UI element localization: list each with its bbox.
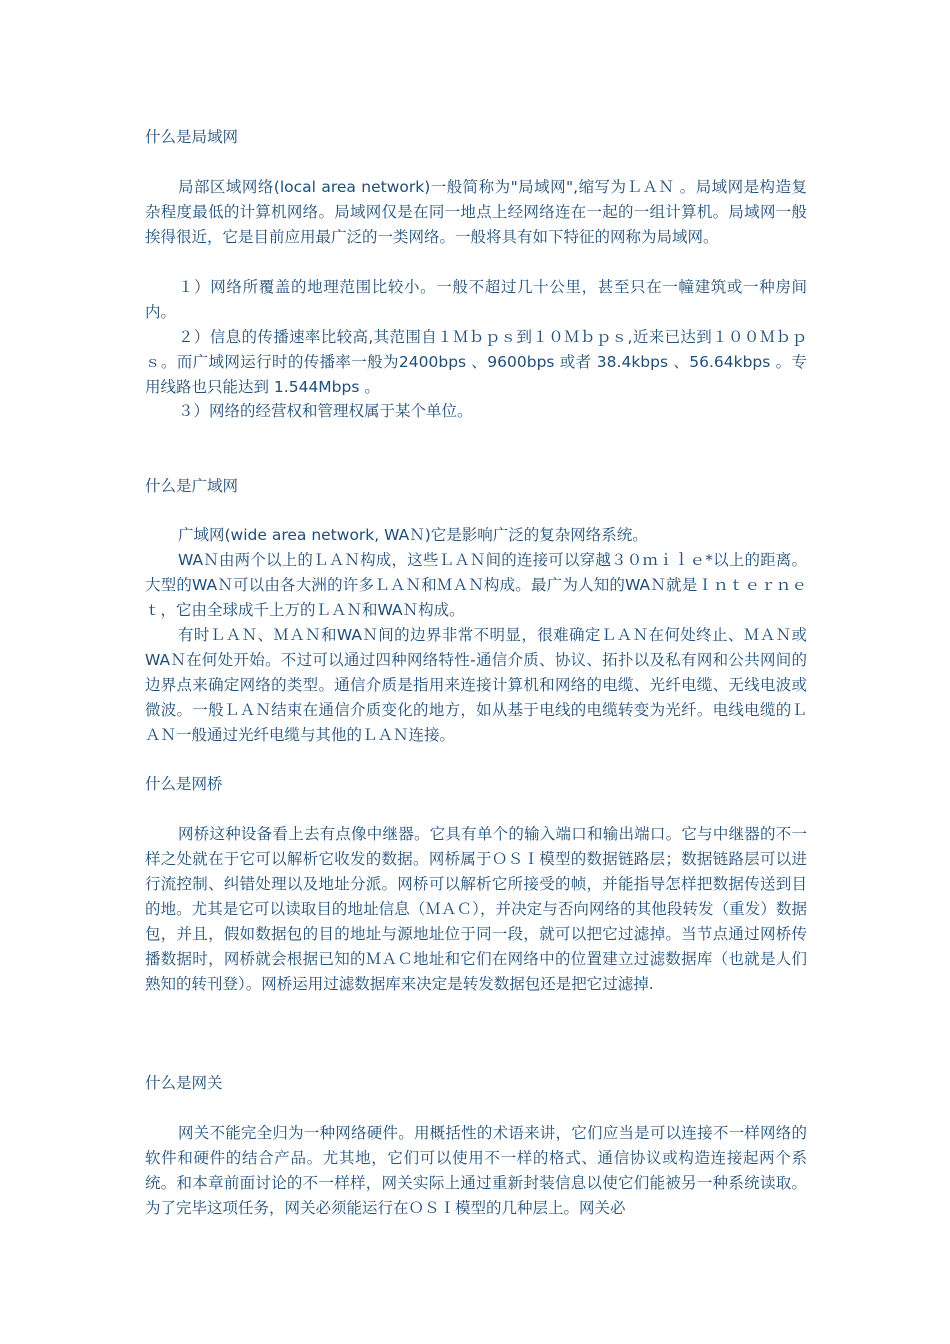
paragraph-lan-feature-2: ２）信息的传播速率比较高,其范围自１Ｍｂｐｓ到１０Ｍｂｐｓ,近来已达到１００Ｍｂｐｓ。而广域网运行时的传播率一般为2400bps 、9600bps 或者 38.4kbps 、56.64kbps 。专用线路也只能达到 1.544Mbps 。 [145, 328, 807, 396]
paragraph-lan-feature-1: １）网络所覆盖的地理范围比较小。一般不超过几十公里，甚至只在一幢建筑或一种房间内。 [145, 278, 807, 321]
paragraph-gateway: 网关不能完全归为一种网络硬件。用概括性的术语来讲，它们应当是可以连接不一样网络的软件和硬件的结合产品。尤其地，它们可以使用不一样的格式、通信协议或构造连接起两个系统。和本章前面讨论的不一样样，网关实际上通过重新封装信息以使它们能被另一种系统读取。为了完毕这项任务，网关必须能运行在ＯＳＩ模型的几种层上。网关必 [145, 1124, 807, 1217]
paragraph-bridge: 网桥这种设备看上去有点像中继器。它具有单个的输入端口和输出端口。它与中继器的不一样之处就在于它可以解析它收发的数据。网桥属于ＯＳＩ模型的数据链路层；数据链路层可以进行流控制、纠错处理以及地址分派。网桥可以解析它所接受的帧，并能指导怎样把数据传送到目的地。尤其是它可以读取目的地址信息（ＭＡＣ），并决定与否向网络的其他段转发（重发）数据包，并且，假如数据包的目的地址与源地址位于同一段，就可以把它过滤掉。当节点通过网桥传播数据时，网桥就会根据已知的ＭＡＣ地址和它们在网络中的位置建立过滤数据库（也就是人们熟知的转刊登）。网桥运用过滤数据库来决定是转发数据包还是把它过滤掉. [145, 825, 807, 993]
heading-lan: 什么是局域网 [145, 128, 239, 146]
heading-bridge: 什么是网桥 [145, 775, 223, 793]
paragraph-wan-boundary: 有时ＬＡＮ、ＭＡＮ和WAＮ间的边界非常不明显，很难确定ＬＡＮ在何处终止、ＭＡＮ或WAＮ在何处开始。不过可以通过四种网络特性-通信介质、协议、拓扑以及私有网和公共网间的边界点来确定网络的类型。通信介质是指用来连接计算机和网络的电缆、光纤电缆、无线电波或微波。一般ＬＡＮ结束在通信介质变化的地方，如从基于电线的电缆转变为光纤。电线电缆的ＬＡＮ一般通过光纤电缆与其他的ＬＡＮ连接。 [145, 626, 807, 744]
paragraph-wan-intro: 广域网(wide area network, WAＮ)它是影响广泛的复杂网络系统。 [178, 526, 648, 544]
heading-gateway: 什么是网关 [145, 1074, 223, 1092]
paragraph-lan-intro: 局部区域网络(local area network)一般简称为"局域网",缩写为ＬＡＮ 。局域网是构造复杂程度最低的计算机网络。局域网仅是在同一地点上经网络连在一起的一组计算机。局域网一般挨得很近，它是目前应用最广泛的一类网络。一般将具有如下特征的网称为局域网。 [145, 178, 807, 246]
paragraph-wan-composition: WAＮ由两个以上的ＬＡＮ构成，这些ＬＡＮ间的连接可以穿越３０ｍｉｌｅ*以上的距离。大型的WAＮ可以由各大洲的许多ＬＡＮ和ＭＡＮ构成。最广为人知的WAＮ就是Ｉｎｔｅｒｎｅｔ，它由全球成千上万的ＬＡＮ和WAＮ构成。 [145, 551, 807, 619]
paragraph-lan-feature-3: ３）网络的经营权和管理权属于某个单位。 [178, 402, 473, 420]
heading-wan: 什么是广域网 [145, 477, 239, 495]
